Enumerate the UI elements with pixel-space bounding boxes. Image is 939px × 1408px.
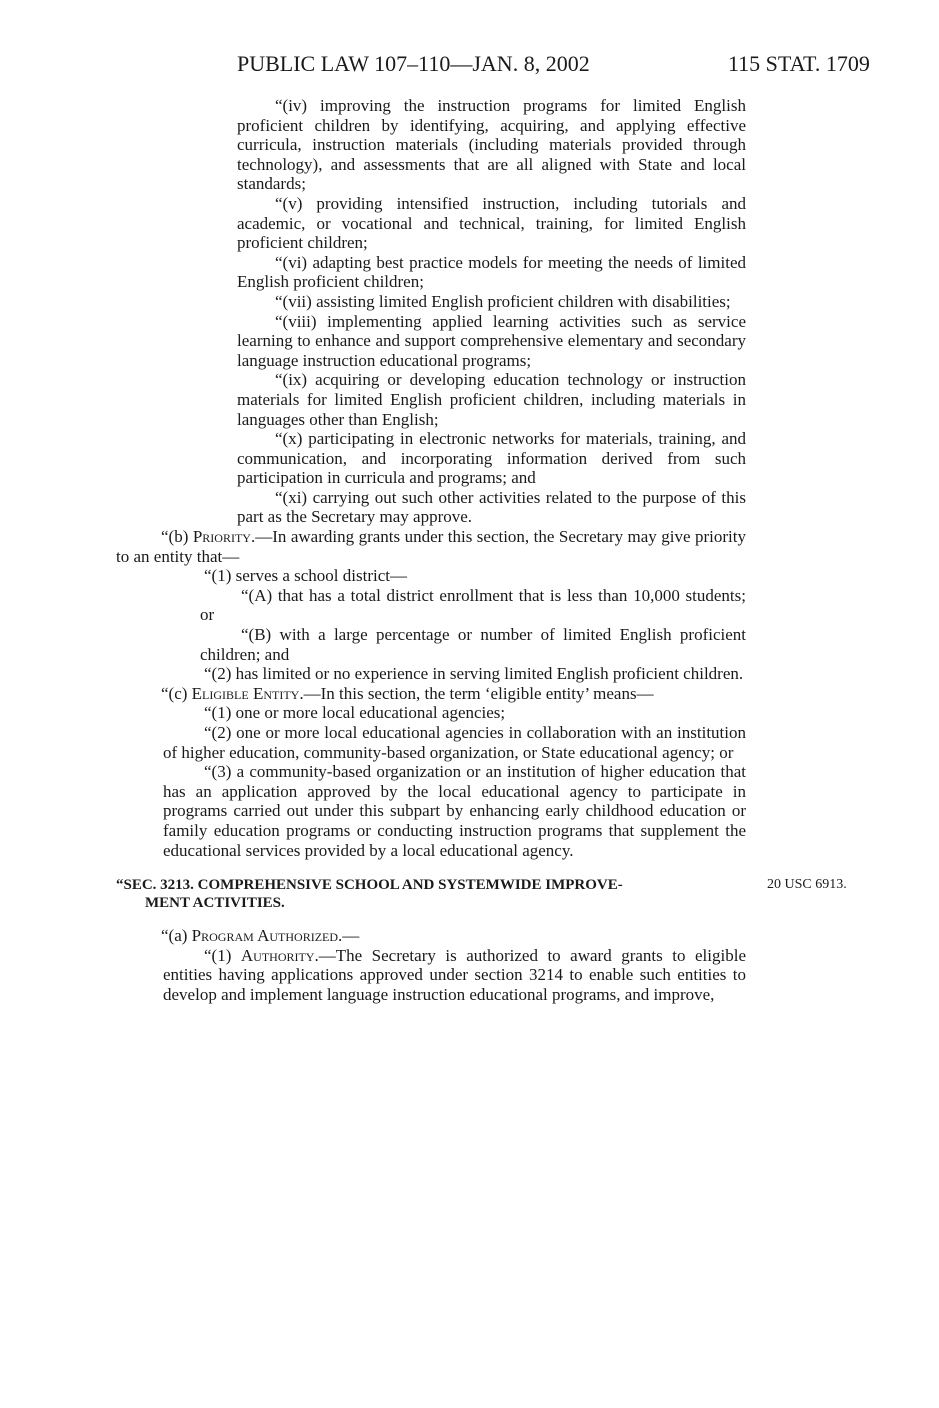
paragraph-xi: “(xi) carrying out such other activities related to the purpose of this part as the Secretary may approve. — [237, 487, 746, 527]
subsection-c-text: .—In this section, the term ‘eligible entity’ means— — [299, 683, 654, 703]
paragraph-a1-heading: Authority — [240, 945, 315, 965]
header-title: PUBLIC LAW 107–110—JAN. 8, 2002 — [237, 51, 590, 76]
paragraph-b1a: “(A) that has a total district enrollment that is less than 10,000 students; or — [200, 585, 746, 625]
subsection-a-heading: Program Authorized — [191, 926, 339, 946]
document-body — [116, 96, 847, 1005]
usc-citation: 20 USC 6913. — [767, 877, 847, 893]
paragraph-c1: “(1) one or more local educational agencies; — [204, 703, 506, 723]
subsection-b-prefix: “(b) — [161, 527, 193, 547]
paragraph-vii: “(vii) assisting limited English proficient children with disabilities; — [275, 291, 731, 311]
paragraph-b1b: “(B) with a large percentage or number of limited English proficient children; and — [200, 625, 746, 664]
paragraph-b1: “(1) serves a school district— — [204, 566, 407, 586]
subsection-a-text: .— — [338, 926, 360, 946]
paragraph-c3: “(3) a community-based organization or an institution of higher education that has an application approved by the local educational agency to participate in programs carried out under this subpart by enhancing early childhood education or family education programs or conducting instruction programs that supplement the educational services provided by a local educational agency. — [163, 762, 746, 860]
paragraph-a1 — [163, 946, 746, 1005]
subsection-b-heading: Priority — [192, 527, 251, 547]
paragraph-iv: “(iv) improving the instruction programs for limited English proficient children by identifying, acquiring, and applying effective curricula, instruction materials (including materials provided through technology), and assessments that are all aligned with State and local standards; — [237, 96, 746, 194]
subsection-c-prefix: “(c) — [161, 683, 192, 703]
paragraph-c2: “(2) one or more local educational agencies in collaboration with an institution of higher education, community-based organization, or State educational agency; or — [163, 723, 746, 762]
paragraph-ix: “(ix) acquiring or developing education technology or instruction materials for limited English proficient children, including materials in languages other than English; — [237, 370, 746, 429]
section-heading — [116, 876, 847, 912]
paragraph-x: “(x) participating in electronic networks for materials, training, and communication, and incorporating information derived from such participation in curricula and programs; and — [237, 429, 746, 488]
section-heading-line2: MENT ACTIVITIES. — [145, 895, 285, 912]
paragraph-vi: “(vi) adapting best practice models for meeting the needs of limited English proficient children; — [237, 252, 746, 292]
paragraph-a1-prefix: “(1) — [204, 945, 241, 965]
page-header — [0, 51, 939, 81]
subsection-c — [116, 684, 746, 704]
paragraph-a1-text: .—The Secretary is authorized to award grants to eligible entities having applications approved under section 3214 to enable such entities to develop and implement language instruction educational programs, and improve, — [163, 945, 746, 1004]
paragraph-b2: “(2) has limited or no experience in serving limited English proficient children. — [204, 664, 744, 684]
subsection-b — [116, 527, 746, 566]
subsection-c-heading: Eligible Entity — [191, 683, 300, 703]
paragraph-v: “(v) providing intensified instruction, including tutorials and academic, or vocational and technical, training, for limited English proficient children; — [237, 193, 746, 253]
subsection-a-prefix: “(a) — [161, 926, 192, 946]
paragraph-viii: “(viii) implementing applied learning activities such as service learning to enhance and support comprehensive elementary and secondary language instruction educational programs; — [237, 311, 746, 370]
section-heading-line1: “SEC. 3213. COMPREHENSIVE SCHOOL AND SYSTEMWIDE IMPROVE- — [116, 877, 623, 894]
subsection-a — [116, 926, 746, 946]
subsection-b-text: .—In awarding grants under this section, the Secretary may give priority to an entity that— — [116, 527, 747, 566]
header-page-number: 115 STAT. 1709 — [728, 51, 870, 76]
